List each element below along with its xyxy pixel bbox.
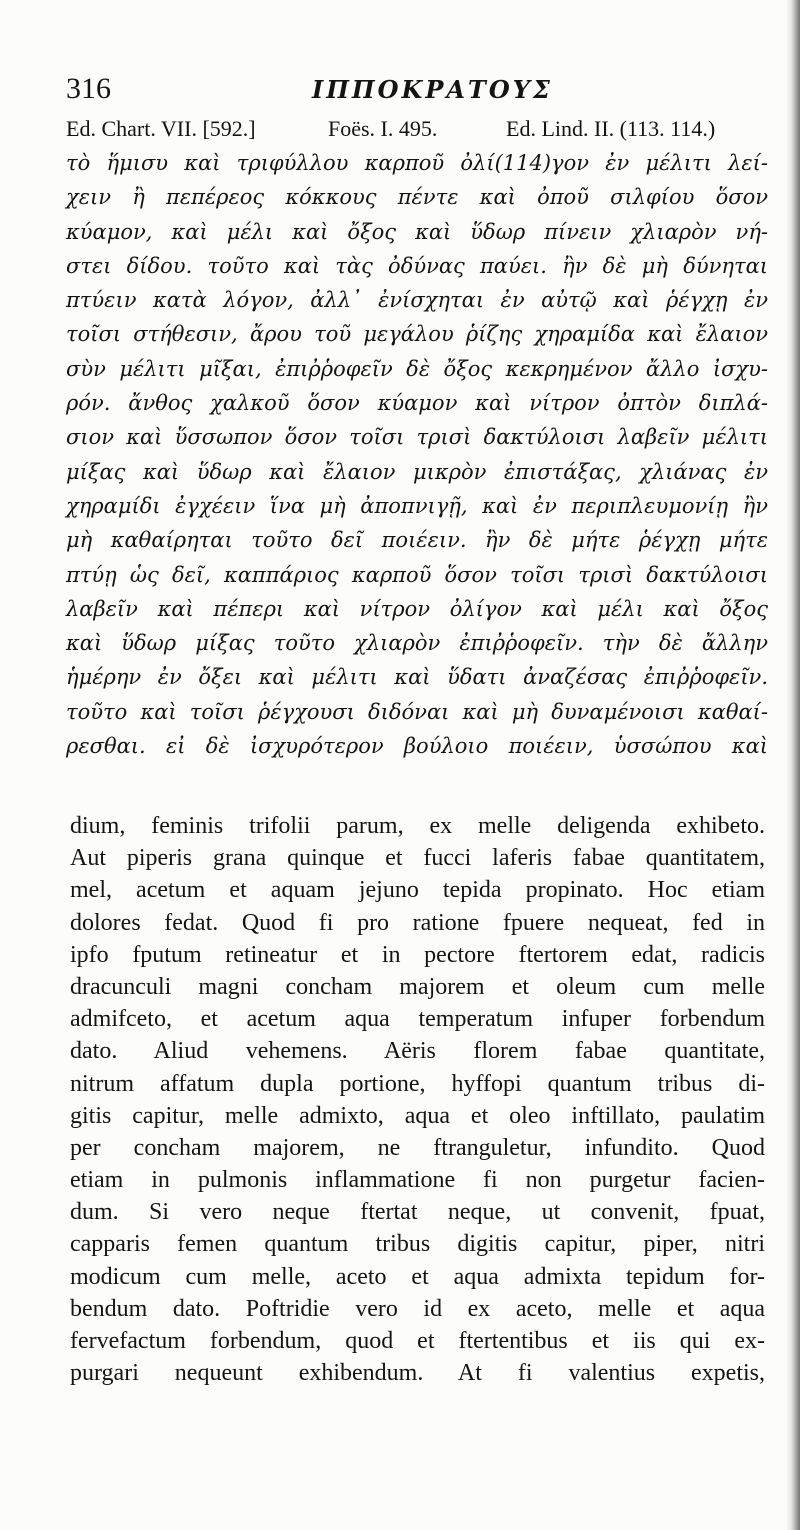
greek-line: σὺν μέλιτι μῖξαι, ἐπιῤῥοφεῖν δὲ ὄξος κεκρημένον ἄλλο ἰσχυ- — [66, 356, 768, 381]
edition-lind-ref: Ed. Lind. II. (113. 114.) — [506, 116, 716, 141]
edition-foes-ref: Foës. I. 495. — [328, 116, 438, 141]
latin-translation — [70, 810, 765, 1389]
greek-line: ρεσθαι. εἰ δὲ ἰσχυρότερον βούλοιο ποιέειν, ὑσσώπου καὶ — [66, 734, 768, 759]
running-head: ΙΠΠΟΚΡΑΤΟΥΣ — [312, 75, 553, 104]
latin-line: fervefactum forbendum, quod et ftertentibus et iis qui ex- — [70, 1328, 765, 1354]
greek-line: πτύειν κατὰ λόγον, ἀλλ᾽ ἐνίσχηται ἐν αὐτῷ καὶ ῥέγχῃ ἐν — [66, 288, 768, 313]
edition-chart-ref: Ed. Chart. VII. [592.] — [66, 116, 256, 141]
greek-line: μίξας καὶ ὕδωρ καὶ ἔλαιον μικρὸν ἐπιστάξας, χλιάνας ἐν — [66, 459, 768, 484]
greek-line: ἡμέρην ἐν ὄξει καὶ μέλιτι καὶ ὕδατι ἀναζέσας ἐπιῤῥοφεῖν. — [66, 665, 768, 690]
page-number: 316 — [66, 72, 111, 105]
latin-line: purgari nequeunt exhibendum. At fi valentius expetis, — [70, 1360, 765, 1387]
greek-line: στει δίδου. τοῦτο καὶ τὰς ὀδύνας παύει. ἢν δὲ μὴ δύνηται — [66, 253, 768, 278]
latin-line: etiam in pulmonis inflammatione fi non purgetur facien- — [70, 1167, 765, 1194]
page-edge-shadow — [786, 0, 800, 1530]
latin-line: dum. Si vero neque ftertat neque, ut convenit, fpuat, — [70, 1199, 765, 1226]
latin-line: bendum dato. Poftridie vero id ex aceto, melle et aqua — [70, 1295, 765, 1322]
latin-line: mel, acetum et aquam jejuno tepida propinato. Hoc etiam — [70, 877, 765, 904]
greek-line: τὸ ἥμισυ καὶ τριφύλλου καρποῦ ὀλί(114)γον ἐν μέλιτι λεί- — [66, 151, 768, 175]
greek-line: καὶ ὕδωρ μίξας τοῦτο χλιαρὸν ἐπιῤῥοφεῖν. τὴν δὲ ἄλλην — [66, 631, 768, 656]
latin-line: capparis femen quantum tribus digitis capitur, piper, nitri — [70, 1231, 765, 1258]
greek-text — [66, 146, 768, 763]
latin-line: ipfo fputum retineatur et in pectore ftertorem edat, radicis — [70, 941, 765, 968]
latin-line: dolores fedat. Quod fi pro ratione fpuere nequeat, fed in — [70, 909, 765, 936]
greek-line: ρόν. ἄνθος χαλκοῦ ὅσον κύαμον καὶ νίτρον ὀπτὸν διπλά- — [66, 391, 768, 416]
latin-line: dato. Aliud vehemens. Aëris florem fabae quantitate, — [70, 1038, 765, 1065]
latin-line: modicum cum melle, aceto et aqua admixta tepidum for- — [70, 1263, 765, 1290]
page-header — [66, 72, 766, 112]
latin-line: dium, feminis trifolii parum, ex melle deligenda exhibeto. — [70, 813, 765, 839]
greek-line: τοῖσι στήθεσιν, ἄρου τοῦ μεγάλου ῥίζης χηραμίδα καὶ ἔλαιον — [66, 322, 768, 347]
greek-line: πτύῃ ὡς δεῖ, καππάριος καρποῦ ὅσον τοῖσι τρισὶ δακτύλοισι — [66, 562, 768, 587]
latin-line: gitis capitur, melle admixto, aqua et oleo inftillato, paulatim — [70, 1102, 765, 1129]
greek-line: χειν ἢ πεπέρεος κόκκους πέντε καὶ ὀποῦ σιλφίου ὅσον — [66, 185, 768, 210]
greek-line: τοῦτο καὶ τοῖσι ῥέγχουσι διδόναι καὶ μὴ δυναμένοισι καθαί- — [66, 699, 768, 724]
greek-line: κύαμον, καὶ μέλι καὶ ὄξος καὶ ὕδωρ πίνειν χλιαρὸν νή- — [66, 219, 768, 244]
latin-line: per concham majorem, ne ftranguletur, infundito. Quod — [70, 1134, 765, 1161]
greek-line: λαβεῖν καὶ πέπερι καὶ νίτρον ὀλίγον καὶ μέλι καὶ ὄξος — [66, 596, 768, 621]
latin-line: admifceto, et acetum aqua temperatum infuper forbendum — [70, 1006, 765, 1033]
greek-line: σιον καὶ ὕσσωπον ὅσον τοῖσι τρισὶ δακτύλοισι λαβεῖν μέλιτι — [66, 425, 768, 450]
greek-line: χηραμίδι ἐγχέειν ἵνα μὴ ἀποπνιγῇ, καὶ ἐν περιπλευμονίῃ ἢν — [66, 493, 768, 518]
latin-line: Aut piperis grana quinque et fucci laferis fabae quantitatem, — [70, 845, 765, 872]
latin-line: dracunculi magni concham majorem et oleum cum melle — [70, 973, 765, 1000]
latin-line: nitrum affatum dupla portione, hyffopi quantum tribus di- — [70, 1070, 765, 1097]
greek-line: μὴ καθαίρηται τοῦτο δεῖ ποιέειν. ἢν δὲ μήτε ῥέγχῃ μήτε — [66, 528, 768, 553]
